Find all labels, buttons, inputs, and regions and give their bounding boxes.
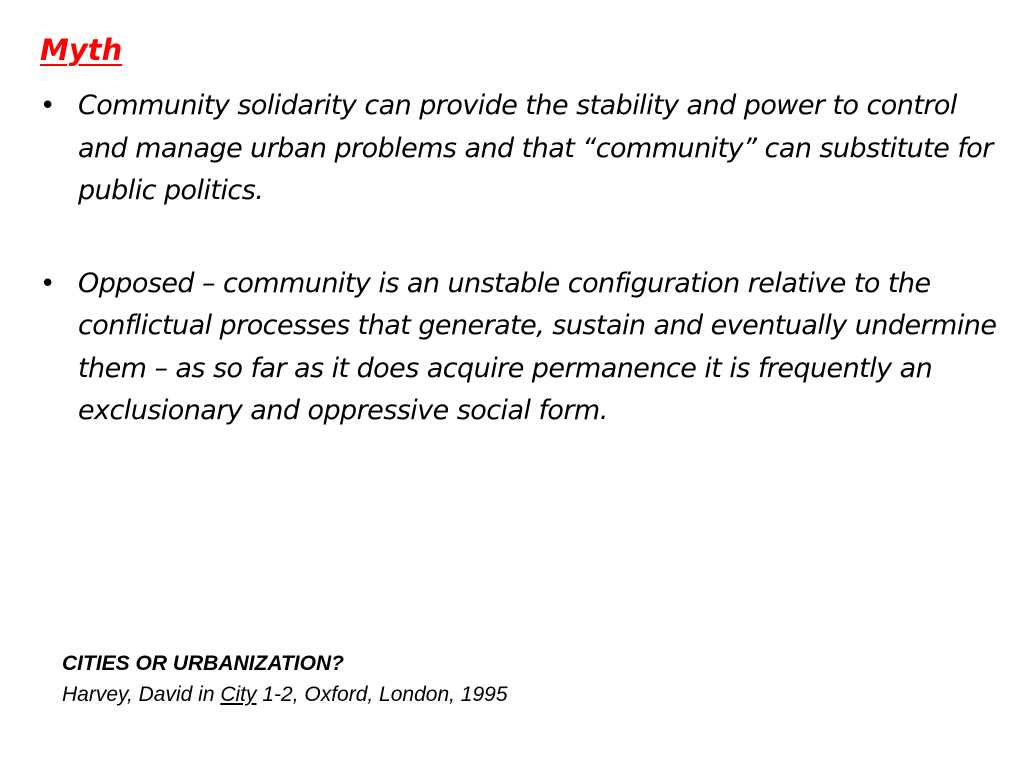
bullet-text: Opposed – community is an unstable configuration relative to the conflictual processes that generate, sustain and eventually undermine them – as so far as it does acquire permanence it is frequently an exclusionary and oppressive social form. bbox=[78, 267, 997, 426]
bullet-marker: • bbox=[40, 268, 55, 299]
bullet-text: Community solidarity can provide the stability and power to control and manage urban problems and that “community” can substitute for public politics. bbox=[78, 90, 993, 206]
bullet-item bbox=[40, 263, 1000, 433]
citation-author: Harvey, David in bbox=[62, 683, 221, 706]
citation-journal: City bbox=[220, 683, 257, 706]
bullet-list bbox=[40, 85, 1000, 433]
bullet-marker: • bbox=[40, 91, 55, 121]
slide-heading: Myth bbox=[40, 33, 123, 67]
bullet-item bbox=[40, 85, 1000, 213]
citation bbox=[62, 648, 508, 710]
citation-source bbox=[62, 679, 508, 710]
citation-details: 1-2, Oxford, London, 1995 bbox=[256, 683, 508, 706]
citation-title: CITIES OR URBANIZATION? bbox=[62, 652, 344, 675]
